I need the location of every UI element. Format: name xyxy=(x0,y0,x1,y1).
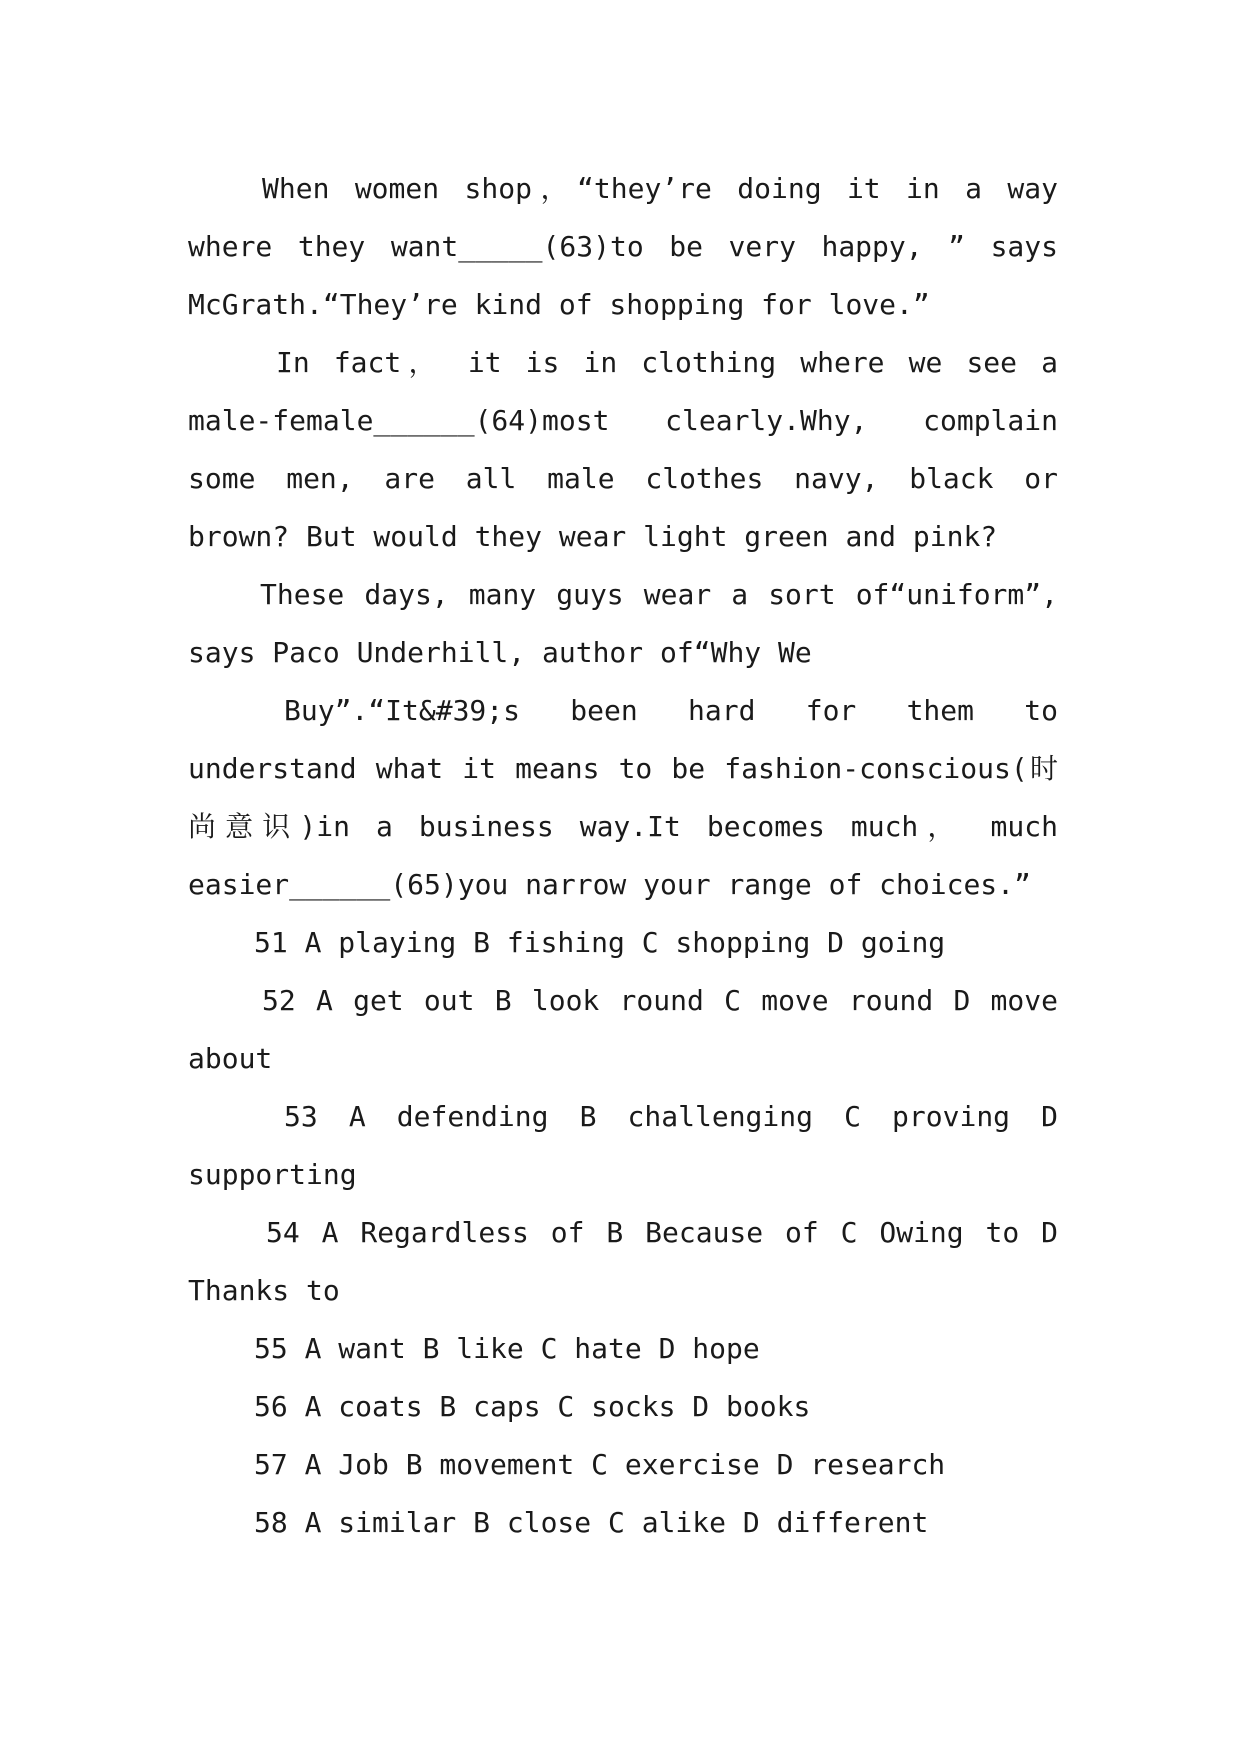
question-51-options: 51 A playing B fishing C shopping D going xyxy=(254,926,946,959)
passage-paragraph-2: In fact， it is in clothing where we see a male-female______(64)most clearly.Why, complain some men, are all male clothes navy, black or brown? But would they wear light green and pink? xyxy=(188,346,1058,553)
question-55-options: 55 A want B like C hate D hope xyxy=(254,1332,760,1365)
question-54-options: 54 A Regardless of B Because of C Owing to D Thanks to xyxy=(188,1216,1058,1307)
question-53-options: 53 A defending B challenging C proving D supporting xyxy=(188,1100,1058,1191)
question-58-options: 58 A similar B close C alike D different xyxy=(254,1506,929,1539)
passage-paragraph-1: When women shop，“they’re doing it in a way where they want_____(63)to be very happy, ” says McGrath.“They’re kind of shopping for love.” xyxy=(188,172,1058,321)
passage-paragraph-4: Buy”.“It&#39;s been hard for them to understand what it means to be fashion-conscious(时尚意识)in a business way.It becomes much， much easier______(65)you narrow your range of choices.” xyxy=(188,694,1058,901)
question-52-options: 52 A get out B look round C move round D move about xyxy=(188,984,1058,1075)
question-57-options: 57 A Job B movement C exercise D research xyxy=(254,1448,946,1481)
passage-paragraph-3: These days, many guys wear a sort of“uniform”, says Paco Underhill, author of“Why We xyxy=(188,578,1058,669)
document-page xyxy=(188,160,1058,1552)
question-56-options: 56 A coats B caps C socks D books xyxy=(254,1390,811,1423)
